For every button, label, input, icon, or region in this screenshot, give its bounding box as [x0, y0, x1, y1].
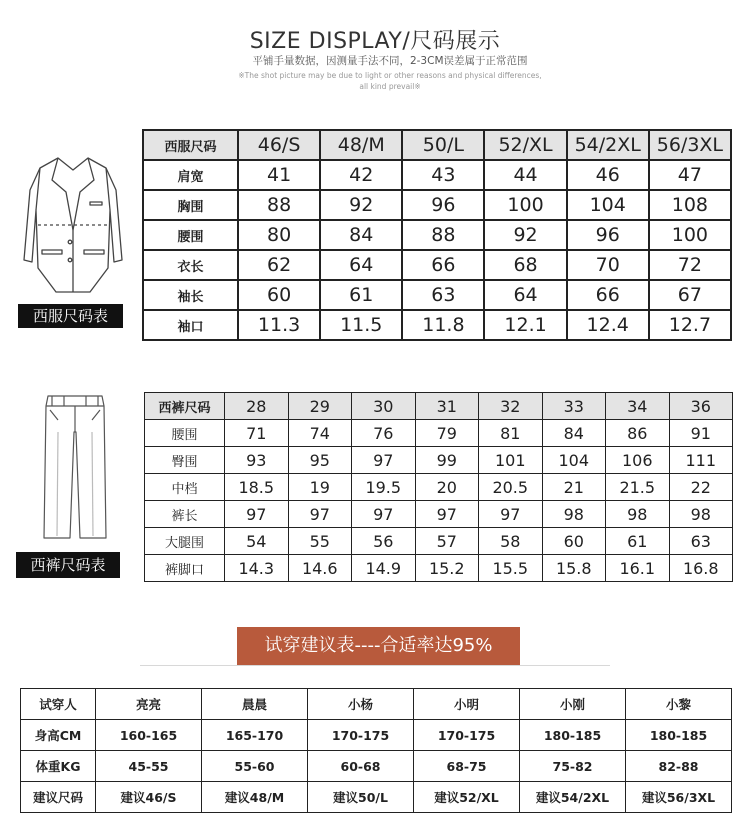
table-cell: 66 — [567, 280, 649, 310]
table-header-row — [21, 689, 732, 720]
table-cell: 180-185 — [520, 720, 626, 751]
header-cell: 28 — [225, 393, 289, 420]
table-header-row — [145, 393, 733, 420]
table-cell: 67 — [649, 280, 731, 310]
table-cell: 82-88 — [626, 751, 732, 782]
table-cell: 建议46/S — [96, 782, 202, 813]
table-cell: 71 — [225, 420, 289, 447]
row-label: 胸围 — [143, 190, 238, 220]
page-title: SIZE DISPLAY/尺码展示 — [249, 29, 501, 54]
table-row — [21, 782, 732, 813]
table-cell: 55-60 — [202, 751, 308, 782]
header-cell: 亮亮 — [96, 689, 202, 720]
row-label: 袖长 — [143, 280, 238, 310]
table-cell: 42 — [320, 160, 402, 190]
table-cell: 建议54/2XL — [520, 782, 626, 813]
disclaimer — [0, 70, 750, 92]
header-cell: 32 — [479, 393, 543, 420]
table-cell: 61 — [320, 280, 402, 310]
table-cell: 97 — [415, 501, 479, 528]
table-cell: 16.1 — [606, 555, 670, 582]
table-cell: 98 — [606, 501, 670, 528]
suit-caption: 西服尺码表 — [18, 304, 123, 328]
header-cell: 46/S — [238, 130, 320, 160]
table-cell: 19.5 — [352, 474, 416, 501]
table-cell: 170-175 — [308, 720, 414, 751]
table-cell: 111 — [669, 447, 733, 474]
header-cell: 50/L — [402, 130, 484, 160]
header-cell: 小杨 — [308, 689, 414, 720]
table-cell: 84 — [320, 220, 402, 250]
header-cell: 小刚 — [520, 689, 626, 720]
table-cell: 74 — [288, 420, 352, 447]
table-cell: 43 — [402, 160, 484, 190]
table-cell: 96 — [567, 220, 649, 250]
table-cell: 建议56/3XL — [626, 782, 732, 813]
table-cell: 建议48/M — [202, 782, 308, 813]
table-cell: 建议50/L — [308, 782, 414, 813]
table-cell: 15.5 — [479, 555, 543, 582]
trousers-caption: 西裤尺码表 — [16, 552, 120, 578]
table-cell: 97 — [352, 501, 416, 528]
table-cell: 95 — [288, 447, 352, 474]
table-cell: 11.3 — [238, 310, 320, 340]
table-cell: 55 — [288, 528, 352, 555]
header-cell: 56/3XL — [649, 130, 731, 160]
table-cell: 104 — [567, 190, 649, 220]
banner-divider — [140, 665, 610, 666]
row-label: 腰围 — [143, 220, 238, 250]
table-cell: 92 — [320, 190, 402, 220]
table-row — [145, 474, 733, 501]
table-cell: 170-175 — [414, 720, 520, 751]
table-cell: 12.1 — [484, 310, 566, 340]
header-cell: 试穿人 — [21, 689, 96, 720]
header-cell: 晨晨 — [202, 689, 308, 720]
table-cell: 100 — [649, 220, 731, 250]
table-cell: 60-68 — [308, 751, 414, 782]
row-label: 衣长 — [143, 250, 238, 280]
table-cell: 72 — [649, 250, 731, 280]
table-row — [21, 720, 732, 751]
table-cell: 70 — [567, 250, 649, 280]
table-cell: 160-165 — [96, 720, 202, 751]
table-cell: 58 — [479, 528, 543, 555]
table-cell: 21 — [542, 474, 606, 501]
table-cell: 68 — [484, 250, 566, 280]
table-cell: 14.6 — [288, 555, 352, 582]
row-label: 裤长 — [145, 501, 225, 528]
row-label: 身高CM — [21, 720, 96, 751]
table-cell: 12.7 — [649, 310, 731, 340]
row-label: 裤脚口 — [145, 555, 225, 582]
table-cell: 22 — [669, 474, 733, 501]
table-cell: 建议52/XL — [414, 782, 520, 813]
table-cell: 62 — [238, 250, 320, 280]
table-cell: 54 — [225, 528, 289, 555]
table-cell: 79 — [415, 420, 479, 447]
table-cell: 101 — [479, 447, 543, 474]
row-label: 大腿围 — [145, 528, 225, 555]
table-row — [143, 190, 731, 220]
header-cell: 33 — [542, 393, 606, 420]
header-cell: 小明 — [414, 689, 520, 720]
table-cell: 93 — [225, 447, 289, 474]
table-cell: 45-55 — [96, 751, 202, 782]
table-cell: 56 — [352, 528, 416, 555]
table-cell: 88 — [402, 220, 484, 250]
table-row — [145, 420, 733, 447]
table-cell: 104 — [542, 447, 606, 474]
table-row — [143, 310, 731, 340]
table-cell: 99 — [415, 447, 479, 474]
table-cell: 64 — [320, 250, 402, 280]
row-label: 肩宽 — [143, 160, 238, 190]
table-cell: 44 — [484, 160, 566, 190]
suit-size-table — [142, 129, 732, 341]
table-cell: 19 — [288, 474, 352, 501]
row-label: 臀围 — [145, 447, 225, 474]
table-cell: 11.8 — [402, 310, 484, 340]
table-cell: 98 — [669, 501, 733, 528]
table-header-row — [143, 130, 731, 160]
header-cell: 52/XL — [484, 130, 566, 160]
table-cell: 12.4 — [567, 310, 649, 340]
table-row — [143, 280, 731, 310]
table-cell: 60 — [542, 528, 606, 555]
table-cell: 84 — [542, 420, 606, 447]
table-cell: 16.8 — [669, 555, 733, 582]
table-cell: 96 — [402, 190, 484, 220]
table-cell: 14.3 — [225, 555, 289, 582]
table-cell: 11.5 — [320, 310, 402, 340]
suit-jacket-illustration — [18, 150, 128, 300]
row-label: 袖口 — [143, 310, 238, 340]
table-cell: 41 — [238, 160, 320, 190]
table-cell: 88 — [238, 190, 320, 220]
table-row — [143, 160, 731, 190]
header-cell: 29 — [288, 393, 352, 420]
row-label: 腰围 — [145, 420, 225, 447]
trousers-size-table — [144, 392, 733, 582]
table-cell: 68-75 — [414, 751, 520, 782]
table-cell: 80 — [238, 220, 320, 250]
row-label: 建议尺码 — [21, 782, 96, 813]
header-cell: 31 — [415, 393, 479, 420]
table-cell: 20 — [415, 474, 479, 501]
table-cell: 97 — [225, 501, 289, 528]
disclaimer-line-1: ※The shot picture may be due to light or other reasons and physical differences, — [238, 71, 542, 80]
header-cell: 30 — [352, 393, 416, 420]
header-cell: 36 — [669, 393, 733, 420]
table-row — [145, 555, 733, 582]
table-cell: 81 — [479, 420, 543, 447]
table-cell: 46 — [567, 160, 649, 190]
table-cell: 75-82 — [520, 751, 626, 782]
table-cell: 86 — [606, 420, 670, 447]
table-cell: 76 — [352, 420, 416, 447]
header-cell: 54/2XL — [567, 130, 649, 160]
table-cell: 97 — [288, 501, 352, 528]
table-row — [145, 501, 733, 528]
table-cell: 21.5 — [606, 474, 670, 501]
table-cell: 165-170 — [202, 720, 308, 751]
header-cell: 34 — [606, 393, 670, 420]
table-cell: 47 — [649, 160, 731, 190]
table-row — [143, 250, 731, 280]
table-cell: 15.8 — [542, 555, 606, 582]
fitting-banner: 试穿建议表----合适率达95% — [237, 627, 520, 665]
disclaimer-line-2: all kind prevail※ — [359, 82, 421, 91]
table-cell: 60 — [238, 280, 320, 310]
table-cell: 91 — [669, 420, 733, 447]
table-cell: 100 — [484, 190, 566, 220]
table-cell: 180-185 — [626, 720, 732, 751]
table-row — [145, 447, 733, 474]
table-cell: 66 — [402, 250, 484, 280]
table-cell: 63 — [669, 528, 733, 555]
table-cell: 97 — [352, 447, 416, 474]
table-cell: 15.2 — [415, 555, 479, 582]
header-cell: 西裤尺码 — [145, 393, 225, 420]
table-cell: 106 — [606, 447, 670, 474]
table-cell: 98 — [542, 501, 606, 528]
table-cell: 92 — [484, 220, 566, 250]
table-cell: 61 — [606, 528, 670, 555]
row-label: 体重KG — [21, 751, 96, 782]
table-cell: 97 — [479, 501, 543, 528]
table-cell: 14.9 — [352, 555, 416, 582]
header-cell: 小黎 — [626, 689, 732, 720]
table-cell: 108 — [649, 190, 731, 220]
header-cell: 48/M — [320, 130, 402, 160]
table-cell: 20.5 — [479, 474, 543, 501]
trousers-illustration — [40, 392, 110, 542]
table-cell: 18.5 — [225, 474, 289, 501]
table-row — [143, 220, 731, 250]
table-row — [21, 751, 732, 782]
measurement-note: 平铺手量数据，因测量手法不同，2-3CM误差属于正常范围 — [252, 55, 528, 67]
table-cell: 63 — [402, 280, 484, 310]
row-label: 中档 — [145, 474, 225, 501]
header-cell: 西服尺码 — [143, 130, 238, 160]
table-cell: 64 — [484, 280, 566, 310]
table-row — [145, 528, 733, 555]
fitting-suggestion-table — [20, 688, 732, 813]
table-cell: 57 — [415, 528, 479, 555]
